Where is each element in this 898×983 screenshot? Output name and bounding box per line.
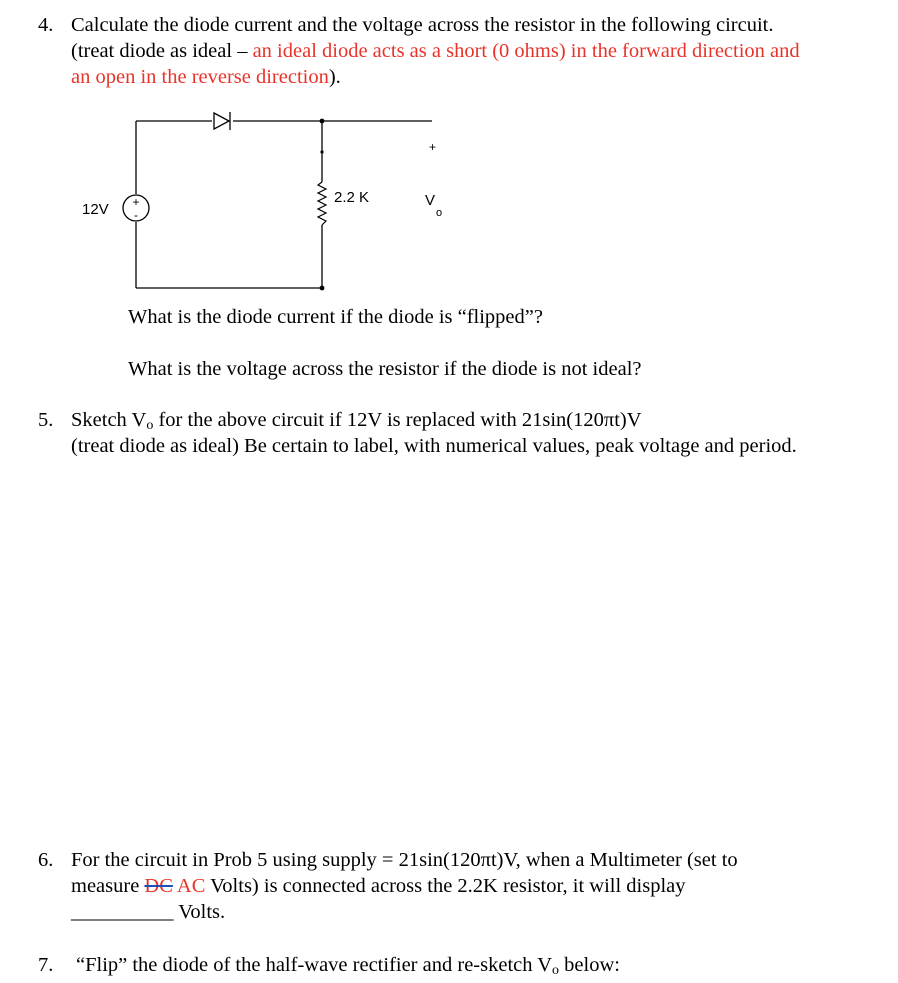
q6-line2-b: Volts) is connected across the 2.2K resistor, it will display bbox=[205, 875, 686, 897]
output-label-sub: o bbox=[436, 207, 443, 219]
q4-sub-question-2: What is the voltage across the resistor if the diode is not ideal? bbox=[128, 358, 642, 380]
source-label: 12V bbox=[82, 201, 109, 218]
q4-line2-red: an ideal diode acts as a short (0 ohms) in the forward direction and bbox=[252, 40, 800, 62]
q7-line1 bbox=[76, 953, 620, 983]
q5-line1-a: Sketch V bbox=[71, 409, 147, 431]
q6-line1: For the circuit in Prob 5 using supply = 21sin(120πt)V, when a Multimeter (set to bbox=[71, 849, 738, 871]
q6-answer-blank: __________ bbox=[71, 901, 174, 923]
source-minus-sign: - bbox=[134, 208, 138, 222]
diode-icon bbox=[214, 112, 230, 130]
q4-sub-question-1: What is the diode current if the diode is “flipped”? bbox=[128, 306, 543, 328]
q4-line3-black: ). bbox=[328, 66, 341, 88]
q6-ac-insert: AC bbox=[172, 875, 206, 897]
q7-line1-sub: o bbox=[552, 963, 560, 978]
source-plus-sign: + bbox=[132, 195, 140, 209]
q5-line1-b: for the above circuit if 12V is replaced with 21sin(120πt)V bbox=[153, 409, 642, 431]
output-plus-sign: + bbox=[429, 140, 437, 154]
node-dot-top bbox=[320, 119, 325, 124]
q4-line2-black: (treat diode as ideal – bbox=[71, 40, 253, 62]
q7-number: 7. bbox=[38, 954, 54, 976]
q5-line1-sub: o bbox=[146, 418, 154, 433]
q4-number: 4. bbox=[38, 14, 54, 36]
resistor-icon bbox=[318, 182, 326, 225]
q7-line1-a: “Flip” the diode of the half-wave rectifier and re-sketch V bbox=[76, 954, 553, 976]
q7-line1-b: below: bbox=[559, 954, 620, 976]
q4-line1: Calculate the diode current and the voltage across the resistor in the following circuit. bbox=[71, 14, 774, 36]
q6-line3 bbox=[71, 900, 225, 924]
q5-line2: (treat diode as ideal) Be certain to label, with numerical values, peak voltage and period. bbox=[71, 435, 797, 457]
node-dot-mid bbox=[320, 150, 323, 153]
resistor-label: 2.2 K bbox=[334, 189, 370, 206]
q5-number: 5. bbox=[38, 409, 54, 431]
q6-line2-a: measure bbox=[71, 875, 145, 897]
node-dot-bottom bbox=[320, 286, 325, 291]
q6-number: 6. bbox=[38, 849, 54, 871]
voltage-source-icon bbox=[123, 195, 149, 222]
output-label: V bbox=[425, 192, 436, 209]
q6-line3-b: Volts. bbox=[173, 901, 226, 923]
q4-line3-red: an open in the reverse direction bbox=[71, 66, 329, 88]
q6-line2 bbox=[71, 874, 686, 898]
q6-struck-dc: DC bbox=[144, 875, 173, 897]
